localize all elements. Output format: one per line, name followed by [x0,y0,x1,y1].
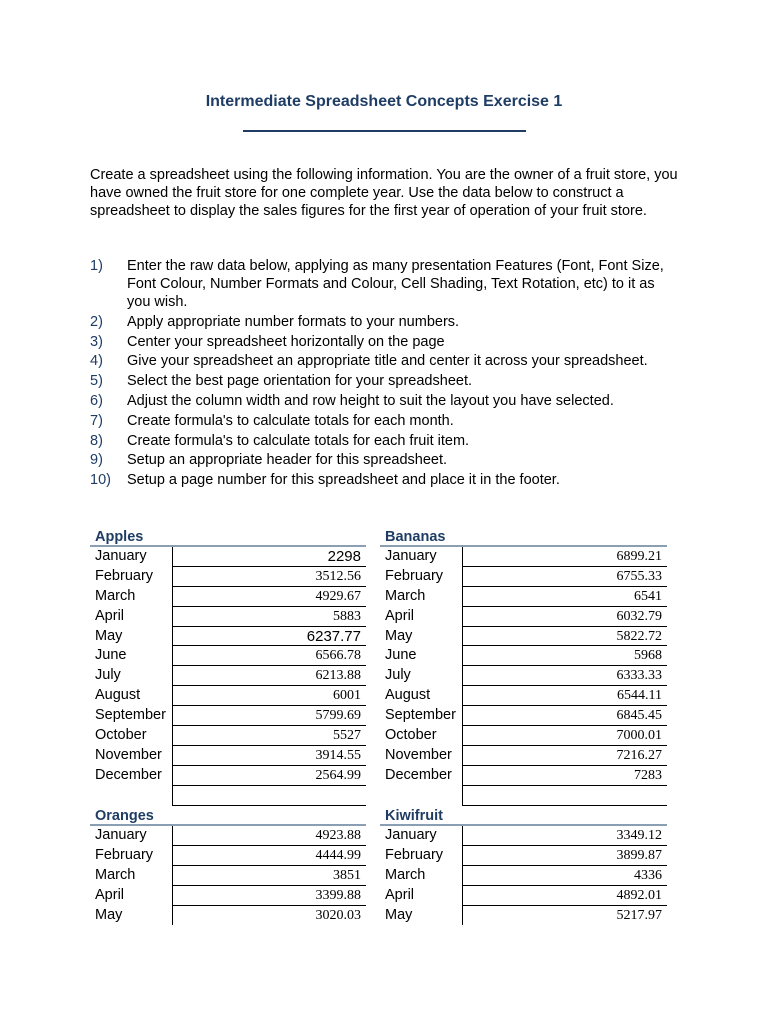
month-cell: September [385,707,456,724]
table-row [90,567,366,587]
instruction-number: 7) [90,412,103,429]
instruction-text: Adjust the column width and row height to suit the layout you have selected. [127,392,614,409]
value-cell [172,786,366,806]
value-cell: 5883 [172,607,366,627]
table-row [90,906,366,926]
table-row [380,826,667,846]
value-cell: 7283 [462,766,667,786]
month-cell: February [95,567,154,584]
table-row [90,846,366,866]
month-cell: February [385,567,444,584]
month-cell: March [385,866,426,883]
month-cell: February [385,846,444,863]
table-row [90,866,366,886]
month-cell: March [95,866,136,883]
month-cell: August [95,687,141,704]
month-cell: February [95,846,154,863]
apples-table [90,527,366,806]
table-row [380,866,667,886]
table-row [380,906,667,926]
month-cell: May [385,627,413,644]
instruction-item [90,451,680,469]
month-cell [380,786,462,806]
table-row [90,547,366,567]
month-cell: April [385,886,415,903]
instruction-item [90,392,680,410]
month-cell: January [95,548,147,564]
value-cell: 3020.03 [172,906,366,926]
table-row [90,766,366,786]
instruction-number: 8) [90,432,103,449]
value-cell: 4444.99 [172,846,366,866]
table-row [380,547,667,567]
value-cell: 4336 [462,866,667,886]
table-row [90,607,366,627]
intro-paragraph: Create a spreadsheet using the following information. You are the owner of a fruit store, you have owned the fruit store for one complete year. Use the data below to construct a spreadsheet to display the sales figures for the first year of operation of your fruit store. [90,167,678,219]
value-cell: 3851 [172,866,366,886]
instruction-text: Apply appropriate number formats to your numbers. [127,313,460,330]
table-row [90,726,366,746]
instruction-text: Give your spreadsheet an appropriate title and center it across your spreadsheet. [127,353,648,370]
month-cell: March [385,587,426,604]
table-row [380,686,667,706]
instruction-number: 5) [90,373,103,390]
instruction-number: 10) [90,472,111,489]
instruction-item [90,412,680,430]
value-cell [462,786,667,806]
value-cell: 5822.72 [462,627,667,647]
table-row [380,706,667,726]
value-cell: 4929.67 [172,587,366,607]
month-cell: June [385,647,417,664]
value-cell: 5217.97 [462,906,667,926]
value-cell: 3899.87 [462,846,667,866]
month-cell: January [385,548,437,564]
value-cell: 5968 [462,646,667,666]
value-cell: 6544.11 [462,686,667,706]
month-cell: December [385,766,452,783]
value-cell: 3349.12 [462,826,667,846]
month-cell: July [95,667,121,684]
month-cell: March [95,587,136,604]
value-cell: 6541 [462,587,667,607]
value-cell: 6237.77 [172,627,366,647]
value-cell: 4892.01 [462,886,667,906]
instruction-number: 2) [90,313,103,330]
table-row [90,746,366,766]
table-heading: Apples [90,527,366,547]
value-cell: 4923.88 [172,826,366,846]
value-cell: 6755.33 [462,567,667,587]
month-cell: April [95,886,125,903]
value-cell: 5527 [172,726,366,746]
table-row [90,706,366,726]
instruction-number: 9) [90,452,103,469]
table-heading: Kiwifruit [380,806,667,826]
month-cell: January [385,827,437,843]
month-cell: November [95,746,162,763]
instruction-item [90,372,680,390]
table-row [380,607,667,627]
instruction-number: 6) [90,392,103,409]
instruction-item [90,432,680,450]
value-cell: 2564.99 [172,766,366,786]
month-cell: November [385,746,452,763]
month-cell: May [385,906,413,923]
instruction-text: Create formula's to calculate totals for each fruit item. [127,432,470,449]
table-row [90,826,366,846]
instruction-text: Enter the raw data below, applying as many presentation Features (Font, Font Size, Font Colour, Number Formats and Colour, Cell Shading, Text Rotation, etc) to it as you wish. [127,258,664,310]
table-row [380,886,667,906]
month-cell: October [95,727,147,744]
instruction-text: Create formula's to calculate totals for each month. [127,412,454,429]
table-row [380,627,667,647]
oranges-table [90,806,366,925]
value-cell: 3914.55 [172,746,366,766]
table-heading: Oranges [90,806,366,826]
table-row [90,587,366,607]
instruction-number: 3) [90,333,103,350]
month-cell: July [385,667,411,684]
value-cell: 7000.01 [462,726,667,746]
month-cell: May [95,627,123,644]
table-row [380,587,667,607]
value-cell: 3512.56 [172,567,366,587]
value-cell: 6899.21 [462,547,667,567]
instruction-item [90,352,680,370]
table-row [90,686,366,706]
month-cell [90,786,172,806]
value-cell: 6333.33 [462,666,667,686]
value-cell: 6566.78 [172,646,366,666]
table-row [380,666,667,686]
value-cell: 7216.27 [462,746,667,766]
table-row [90,886,366,906]
instruction-text: Select the best page orientation for your spreadsheet. [127,373,472,390]
value-cell: 6032.79 [462,607,667,627]
instruction-text: Setup an appropriate header for this spreadsheet. [127,452,448,469]
table-row [380,726,667,746]
table-row [380,567,667,587]
instruction-item [90,313,680,331]
month-cell: August [385,687,431,704]
title-underline [243,130,526,132]
month-cell: January [95,827,147,843]
bananas-table [380,527,667,806]
table-row [380,766,667,786]
month-cell: September [95,707,166,724]
instruction-item [90,471,680,489]
instruction-number: 4) [90,353,103,370]
value-cell: 2298 [172,547,366,567]
table-row [90,646,366,666]
blank-row [90,786,366,806]
month-cell: May [95,906,123,923]
month-cell: June [95,647,127,664]
month-cell: April [385,607,415,624]
kiwifruit-table [380,806,667,925]
blank-row [380,786,667,806]
table-row [380,846,667,866]
month-cell: April [95,607,125,624]
instruction-item [90,333,680,351]
table-row [380,746,667,766]
value-cell: 3399.88 [172,886,366,906]
instruction-number: 1) [90,258,103,274]
value-cell: 6845.45 [462,706,667,726]
value-cell: 5799.69 [172,706,366,726]
document-title: Intermediate Spreadsheet Concepts Exercise 1 [205,93,563,110]
table-row [380,646,667,666]
month-cell: October [385,727,437,744]
instruction-item [90,257,680,311]
value-cell: 6001 [172,686,366,706]
table-heading: Bananas [380,527,667,547]
value-cell: 6213.88 [172,666,366,686]
instruction-text: Setup a page number for this spreadsheet and place it in the footer. [127,472,560,489]
table-row [90,627,366,647]
instruction-text: Center your spreadsheet horizontally on the page [127,333,445,350]
instruction-list [90,257,680,491]
month-cell: December [95,766,162,783]
table-row [90,666,366,686]
